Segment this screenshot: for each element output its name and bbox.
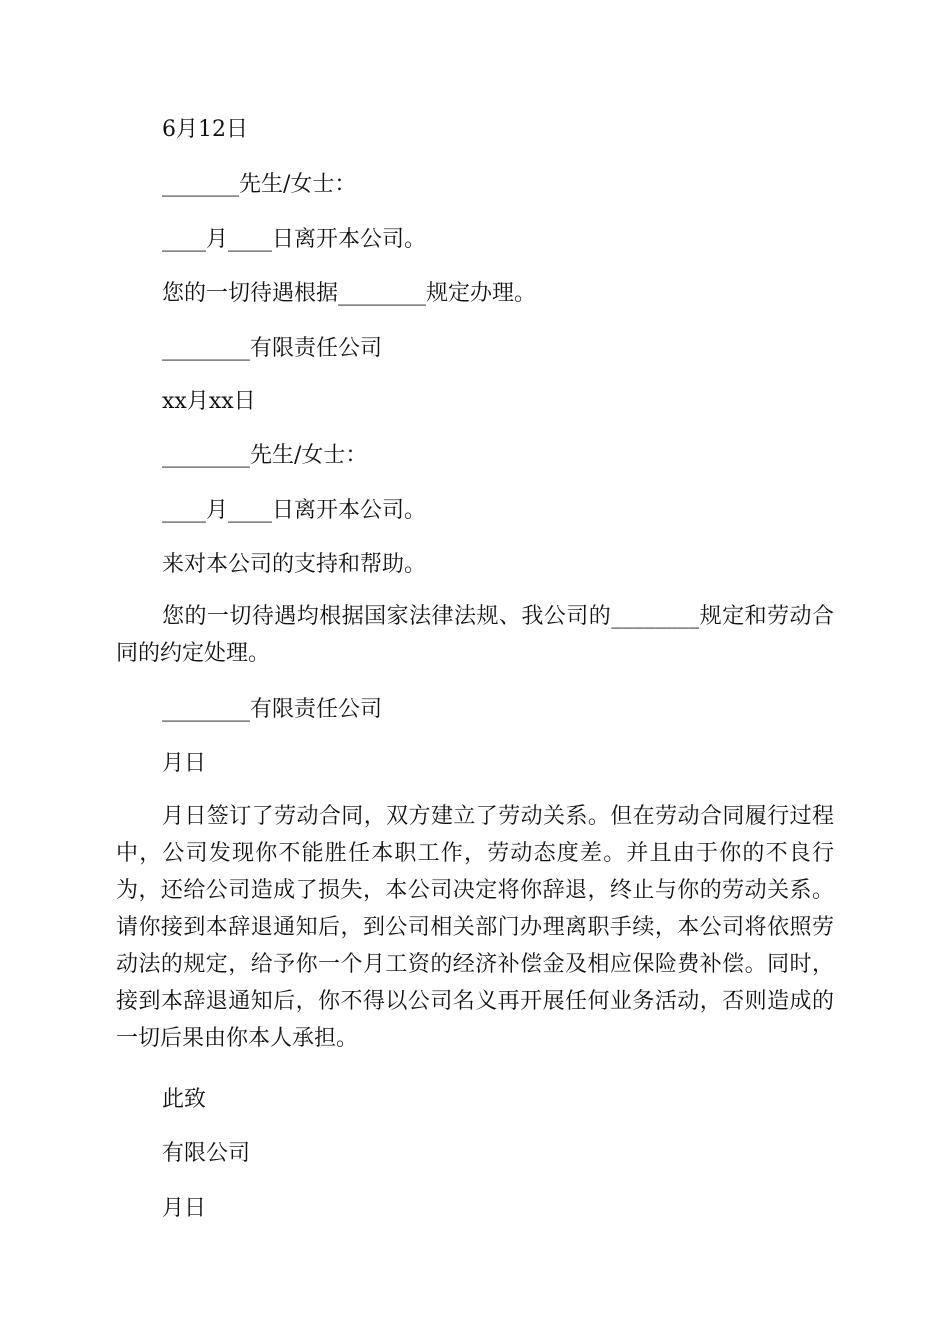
salutation-line-2: ________先生/女士： <box>162 443 368 468</box>
closing-line: 此致 <box>162 1087 207 1112</box>
salutation-line: _______先生/女士： <box>162 172 357 197</box>
date-line-4: 月日 <box>162 1196 207 1221</box>
company-signature-line-2: ________有限责任公司 <box>162 697 383 722</box>
departure-date-line: ____月____日离开本公司。 <box>162 227 427 252</box>
treatment-line: 您的一切待遇根据________规定办理。 <box>162 281 537 306</box>
date-line: 6月12日 <box>162 117 248 142</box>
treatment-paragraph: 您的一切待遇均根据国家法律法规、我公司的________规定和劳动合同的约定处理。 <box>116 604 834 666</box>
dismissal-paragraph: 月日签订了劳动合同，双方建立了劳动关系。但在劳动合同履行过程中，公司发现你不能胜任本职工作，劳动态度差。并且由于你的不良行为，还给公司造成了损失，本公司决定将你辞退，终止与你的劳动关系。请你接到本辞退通知后，到公司相关部门办理离职手续，本公司将依照劳动法的规定，给予你一个月工资的经济补偿金及相应保险费补偿。同时，接到本辞退通知后，你不得以公司名义再开展任何业务活动，否则造成的一切后果由你本人承担。 <box>116 804 834 1051</box>
date-line-2: xx月xx日 <box>162 389 256 414</box>
signature-company: 有限公司 <box>162 1141 251 1166</box>
departure-date-line-2: ____月____日离开本公司。 <box>162 498 427 523</box>
thanks-line: 来对本公司的支持和帮助。 <box>162 552 427 577</box>
company-signature-line: ________有限责任公司 <box>162 336 383 361</box>
date-line-3: 月日 <box>162 751 207 776</box>
